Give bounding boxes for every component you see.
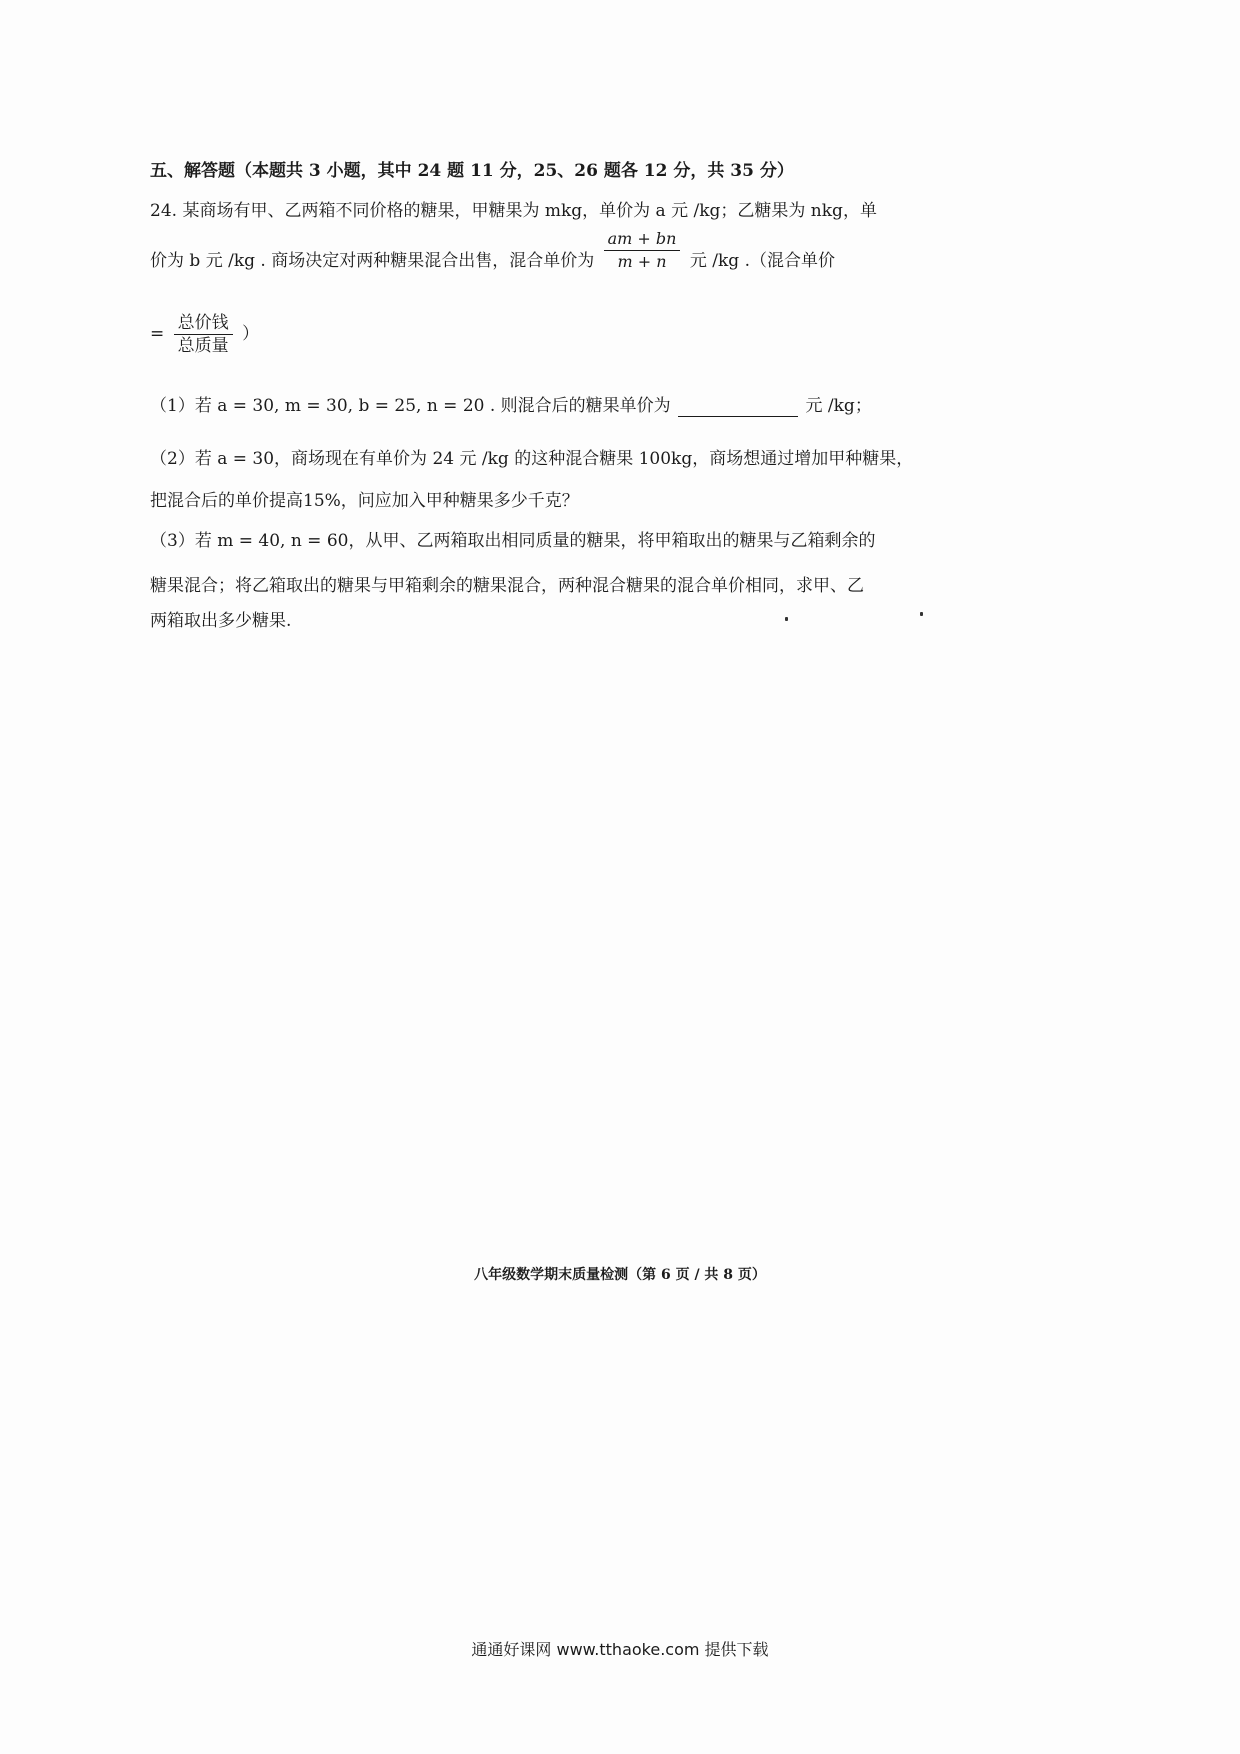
- part-1-unit: 元 /kg；: [805, 396, 872, 416]
- question-24-line-2: [150, 229, 835, 273]
- part-1-text: （1）若 a = 30, m = 30, b = 25, n = 20 . 则混合后的糖果单价为: [150, 396, 671, 416]
- question-24-part-2-line-2: 把混合后的单价提高15%，问应加入甲种糖果多少千克？: [150, 491, 579, 511]
- closing-paren: ）: [242, 324, 260, 344]
- line-2-text-after: 元 /kg .（混合单价: [689, 251, 835, 271]
- question-24-line-1: 24. 某商场有甲、乙两箱不同价格的糖果，甲糖果为 mkg，单价为 a 元 /kg；乙糖果为 nkg，单: [150, 201, 877, 221]
- question-24-part-3-line-2: 糖果混合；将乙箱取出的糖果与甲箱剩余的糖果混合，两种混合糖果的混合单价相同，求甲、乙: [150, 576, 864, 596]
- equals-sign: =: [150, 324, 165, 344]
- fraction-denominator: 总质量: [177, 336, 229, 356]
- question-24-line-3: [150, 312, 259, 357]
- fraction-denominator: m + n: [617, 252, 667, 271]
- definition-fraction: [174, 312, 233, 357]
- answer-blank[interactable]: [678, 398, 798, 417]
- question-24-part-3-line-1: （3）若 m = 40, n = 60，从甲、乙两箱取出相同质量的糖果，将甲箱取出的糖果与乙箱剩余的: [150, 531, 876, 551]
- question-24-part-3-line-3: 两箱取出多少糖果.: [150, 611, 292, 631]
- fraction-numerator: 总价钱: [174, 312, 233, 335]
- section-title: 五、解答题（本题共 3 小题，其中 24 题 11 分，25、26 题各 12 分，共 35 分）: [150, 161, 794, 181]
- scan-speck: [785, 617, 788, 621]
- question-24-part-1: [150, 395, 872, 417]
- site-footer: 通通好课网 www.tthaoke.com 提供下载: [471, 1640, 769, 1659]
- question-24-part-2-line-1: （2）若 a = 30，商场现在有单价为 24 元 /kg 的这种混合糖果 100kg，商场想通过增加甲种糖果，: [150, 449, 914, 469]
- fraction-numerator: am + bn: [604, 228, 681, 251]
- line-2-text-before: 价为 b 元 /kg . 商场决定对两种糖果混合出售，混合单价为: [150, 251, 595, 271]
- mixed-price-fraction: [604, 228, 681, 273]
- page-footer: 八年级数学期末质量检测（第 6 页 / 共 8 页）: [474, 1267, 766, 1283]
- scan-speck: [920, 612, 923, 616]
